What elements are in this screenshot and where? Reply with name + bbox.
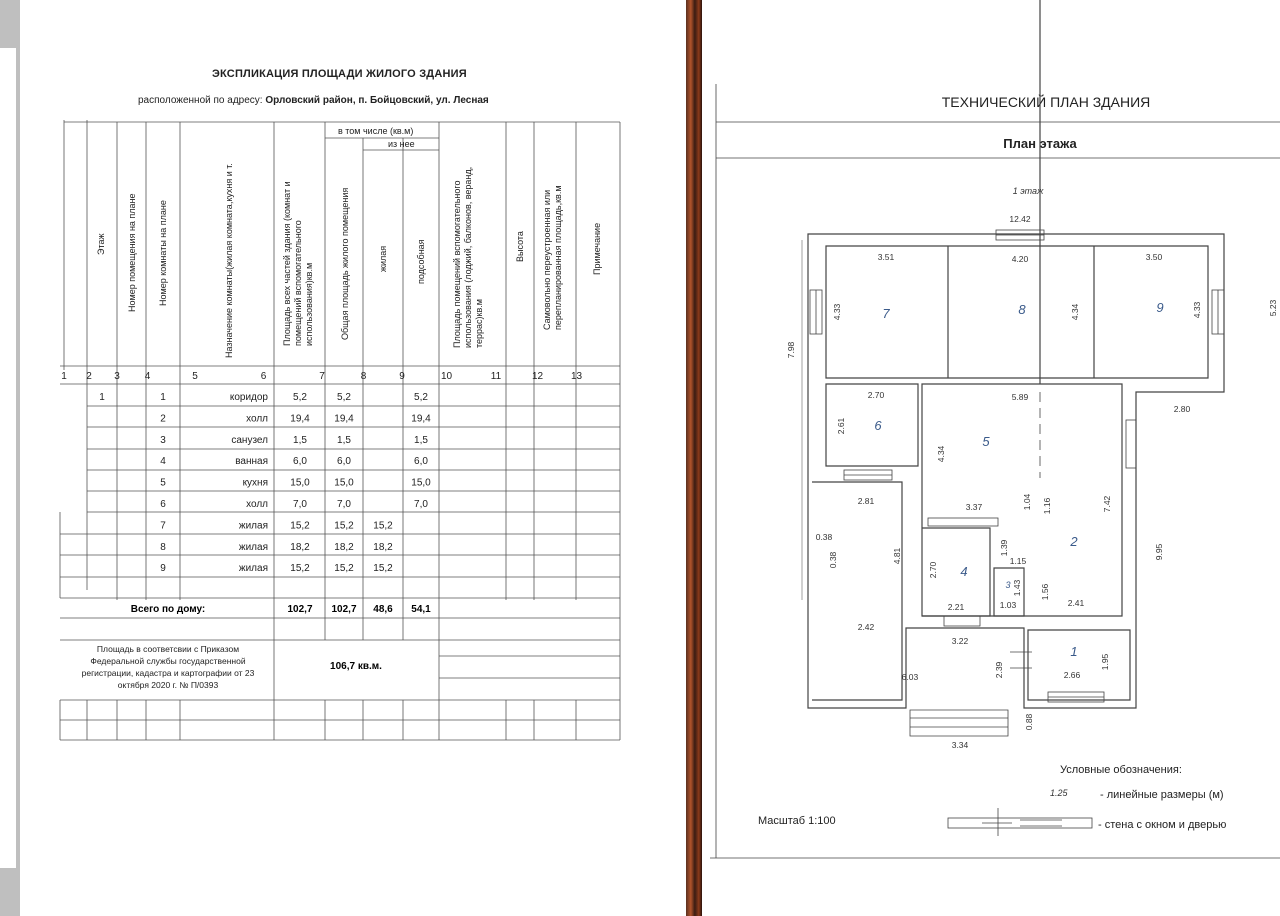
table-cell-living-total: 19,4 <box>334 413 354 425</box>
table-cell-living: 18,2 <box>373 541 393 553</box>
table-cell-total: 18,2 <box>290 541 310 553</box>
column-number: 10 <box>440 371 453 382</box>
legend-wall: - стена с окном и дверью <box>1098 819 1227 831</box>
total-label: Всего по дому: <box>130 604 206 615</box>
table-cell-no: 4 <box>160 456 166 468</box>
column-number: 12 <box>531 371 544 382</box>
header-total-all: Площадь всех частей здания (комнат и помещений вспомогательного использования)кв.м <box>282 181 314 346</box>
table-cell-name: ванная <box>235 456 268 468</box>
room-label-2: 2 <box>1070 534 1078 549</box>
floor-plan <box>702 0 1280 916</box>
total-living-total: 102,7 <box>331 604 357 615</box>
address-prefix: расположенной по адресу: <box>138 95 263 106</box>
dim-9-95: 9.95 <box>1154 543 1164 561</box>
order-area: 106,7 кв.м. <box>330 661 382 672</box>
header-unauthorized: Самовольно переустроенная или перепланированная площадь,кв.м <box>542 185 563 330</box>
dim-0-88: 0.88 <box>1024 713 1034 731</box>
table-cell-aux: 5,2 <box>414 392 428 403</box>
table-cell-no: 5 <box>160 477 166 489</box>
book-spine <box>686 0 702 916</box>
total-aux: 54,1 <box>411 604 431 615</box>
header-room-no-plan: Номер помещения на плане <box>127 193 137 312</box>
dim-2-81: 2.81 <box>857 496 875 506</box>
dim-1-16: 1.16 <box>1042 497 1052 515</box>
table-cell-no: 9 <box>160 563 166 575</box>
header-aux-rooms: Площадь помещений вспомогательного использования (лоджий, балконов, веранд, террас)кв.м <box>452 166 484 348</box>
dim-2-70-b: 2.70 <box>928 561 938 579</box>
dim-1-43: 1.43 <box>1012 579 1022 597</box>
table-cell-name: холл <box>246 499 268 510</box>
dim-12-42: 12.42 <box>1009 214 1031 224</box>
dim-1-95: 1.95 <box>1100 653 1110 671</box>
table-cell-total: 15,2 <box>290 520 310 532</box>
dim-2-42: 2.42 <box>857 622 875 632</box>
header-aux: подсобная <box>416 239 426 284</box>
room-label-3: 3 <box>1005 580 1011 590</box>
dim-4-34-b: 4.34 <box>936 445 946 463</box>
dim-0-38-b: 0.38 <box>828 551 838 569</box>
dim-3-34: 3.34 <box>951 740 969 750</box>
dim-2-66: 2.66 <box>1063 670 1081 680</box>
dim-4-33-a: 4.33 <box>832 303 842 321</box>
table-cell-name: коридор <box>229 392 268 403</box>
table-cell-aux: 15,0 <box>411 477 431 489</box>
dim-1-15: 1.15 <box>1009 556 1027 566</box>
previous-page-edge <box>0 0 20 916</box>
table-cell-name: жилая <box>238 520 268 532</box>
header-incl-group: в том числе (кв.м) <box>338 126 414 136</box>
table-cell-living-total: 18,2 <box>334 541 354 553</box>
dim-1-56: 1.56 <box>1040 583 1050 601</box>
dim-7-42: 7.42 <box>1102 495 1112 513</box>
dim-0-38-a: 0.38 <box>815 532 833 542</box>
table-cell-aux: 6,0 <box>414 456 428 468</box>
table-cell-no: 8 <box>160 541 166 553</box>
floor-value: 1 <box>99 392 105 403</box>
table-cell-total: 7,0 <box>293 499 307 510</box>
table-cell-living-total: 15,2 <box>334 563 354 575</box>
dim-6-03: 6.03 <box>901 672 919 682</box>
table-cell-total: 15,2 <box>290 563 310 575</box>
table-cell-living: 15,2 <box>373 563 393 575</box>
floor-label: 1 этаж <box>1012 186 1044 196</box>
table-cell-name: жилая <box>238 541 268 553</box>
room-label-8: 8 <box>1018 302 1026 317</box>
dim-5-23: 5.23 <box>1268 299 1278 317</box>
table-cell-no: 1 <box>160 392 166 403</box>
table-cell-living-total: 7,0 <box>337 499 351 510</box>
table-cell-name: жилая <box>238 563 268 575</box>
column-number: 5 <box>192 371 198 382</box>
table-cell-aux: 7,0 <box>414 499 428 510</box>
dim-4-20: 4.20 <box>1011 254 1029 264</box>
header-purpose: Назначение комнаты(жилая комната,кухня и т. <box>224 163 234 358</box>
dim-2-21: 2.21 <box>947 602 965 612</box>
table-cell-no: 3 <box>160 434 166 446</box>
dim-7-98: 7.98 <box>786 341 796 359</box>
total-living: 48,6 <box>373 604 393 615</box>
dim-2-61: 2.61 <box>836 417 846 435</box>
table-cell-total: 6,0 <box>293 456 307 468</box>
table-cell-living-total: 1,5 <box>337 434 351 446</box>
table-cell-name: санузел <box>231 434 268 446</box>
dim-5-89: 5.89 <box>1011 392 1029 402</box>
table-cell-no: 2 <box>160 413 166 425</box>
room-label-5: 5 <box>982 434 990 449</box>
table-cell-name: холл <box>246 413 268 425</box>
legend-title: Условные обозначения: <box>1060 764 1182 776</box>
dim-3-51: 3.51 <box>877 252 895 262</box>
column-number: 2 <box>86 371 92 382</box>
dim-1-04: 1.04 <box>1022 493 1032 511</box>
table-cell-name: кухня <box>242 477 268 489</box>
table-cell-no: 6 <box>160 499 166 510</box>
order-text-4: октября 2020 г. № П/0393 <box>117 680 219 690</box>
room-label-6: 6 <box>874 418 882 433</box>
dim-3-22: 3.22 <box>951 636 969 646</box>
dim-4-81: 4.81 <box>892 547 902 565</box>
order-text-3: регистрации, кадастра и картографии от 23 <box>81 668 255 678</box>
dim-3-50: 3.50 <box>1145 252 1163 262</box>
column-number: 3 <box>114 371 120 382</box>
total-all: 102,7 <box>287 604 313 615</box>
plan-subtitle: План этажа <box>1003 136 1077 151</box>
column-number: 6 <box>260 371 267 382</box>
table-cell-total: 5,2 <box>293 392 307 403</box>
technical-plan-page <box>702 0 1280 916</box>
table-cell-living-total: 15,2 <box>334 520 354 532</box>
dim-4-33-b: 4.33 <box>1192 301 1202 319</box>
header-of-which: из нее <box>388 139 415 149</box>
table-cell-total: 15,0 <box>290 477 310 489</box>
header-total-living: Общая площадь жилого помещения <box>340 187 350 340</box>
table-cell-aux: 19,4 <box>411 413 431 425</box>
dim-1-03: 1.03 <box>999 600 1017 610</box>
header-living: жилая <box>378 245 388 272</box>
column-number: 8 <box>360 371 367 382</box>
dim-2-41: 2.41 <box>1067 598 1085 608</box>
column-number: 11 <box>490 371 502 382</box>
dim-1-39: 1.39 <box>999 539 1009 557</box>
table-cell-total: 1,5 <box>293 434 307 446</box>
column-number: 13 <box>570 371 583 382</box>
header-floor: Этаж <box>96 233 106 255</box>
table-cell-total: 19,4 <box>290 413 310 425</box>
order-text-1: Площадь в соответсвии с Приказом <box>96 644 240 654</box>
header-room-no: Номер комнаты на плане <box>158 200 168 306</box>
legend-linear: - линейные размеры (м) <box>1100 789 1224 801</box>
column-number: 7 <box>319 371 325 382</box>
room-label-7: 7 <box>882 306 890 321</box>
table-cell-living-total: 5,2 <box>337 392 351 403</box>
order-text-2: Федеральной службы государственной <box>90 656 246 666</box>
table-cell-living-total: 6,0 <box>337 456 351 468</box>
scale-label: Масштаб 1:100 <box>758 815 836 827</box>
header-height: Высота <box>515 231 525 262</box>
table-cell-aux: 1,5 <box>414 434 428 446</box>
column-number: 4 <box>144 371 151 382</box>
table-cell-no: 7 <box>160 520 166 532</box>
address-value: Орловский район, п. Бойцовский, ул. Лесная <box>265 95 489 106</box>
room-label-1: 1 <box>1070 644 1078 659</box>
table-cell-living: 15,2 <box>373 520 393 532</box>
explication-table <box>20 0 686 760</box>
legend-sample: 1.25 <box>1050 788 1068 798</box>
column-number: 1 <box>61 371 67 382</box>
plan-title: ТЕХНИЧЕСКИЙ ПЛАН ЗДАНИЯ <box>941 94 1151 110</box>
explication-title: ЭКСПЛИКАЦИЯ ПЛОЩАДИ ЖИЛОГО ЗДАНИЯ <box>212 68 467 80</box>
table-cell-living-total: 15,0 <box>334 477 354 489</box>
room-label-4: 4 <box>960 564 968 579</box>
room-label-9: 9 <box>1156 300 1164 315</box>
explication-page <box>20 0 686 916</box>
column-number: 9 <box>399 371 405 382</box>
dim-2-80: 2.80 <box>1173 404 1191 414</box>
dim-2-70-a: 2.70 <box>867 390 885 400</box>
dim-4-34-a: 4.34 <box>1070 303 1080 321</box>
dim-3-37: 3.37 <box>965 502 983 512</box>
dim-2-39: 2.39 <box>994 661 1004 679</box>
legend-wall-symbol <box>948 808 1092 836</box>
header-note: Примечание <box>592 222 602 275</box>
